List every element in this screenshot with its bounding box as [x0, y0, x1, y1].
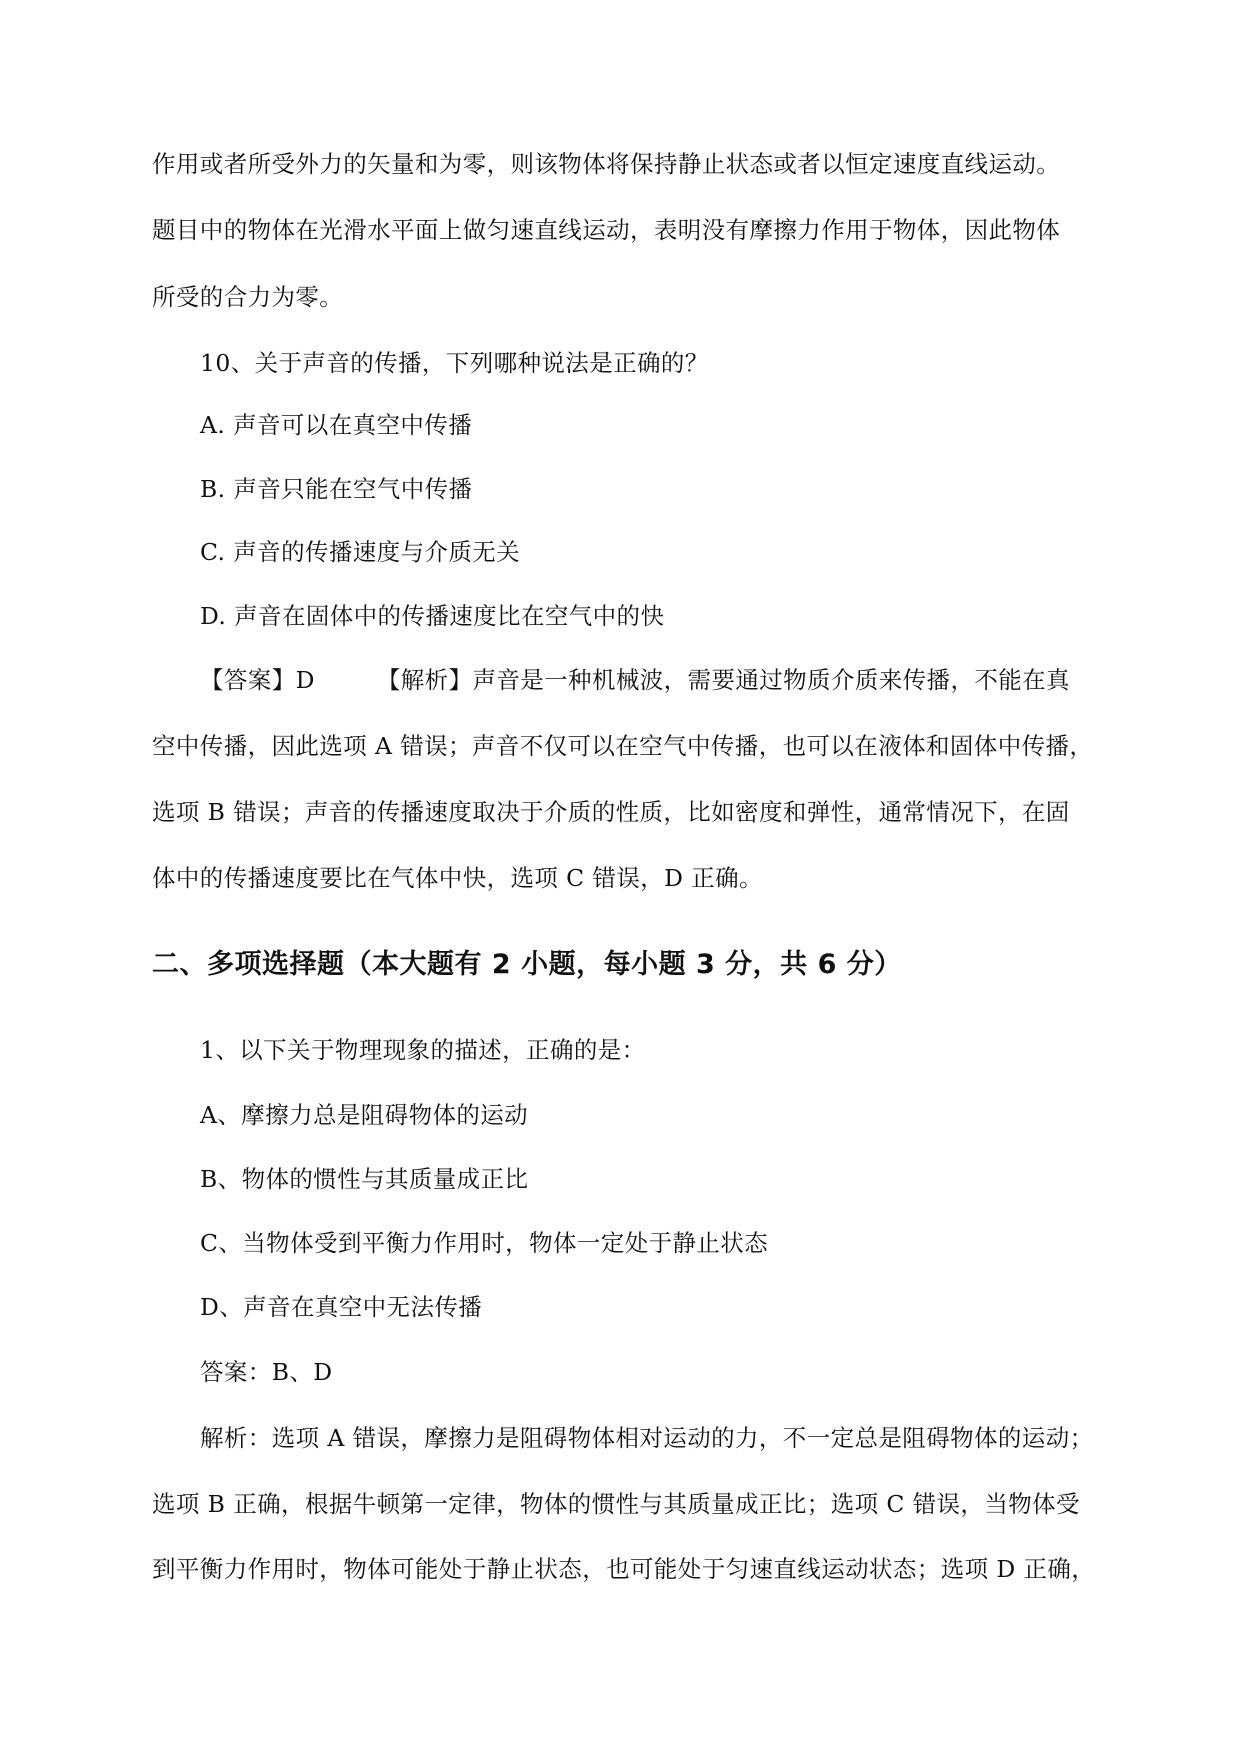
mq1-analysis-line: 到平衡力作用时，物体可能处于静止状态，也可能处于匀速直线运动状态；选项 D 正确， — [152, 1555, 1096, 1583]
mq1-option-d: D、声音在真空中无法传播 — [200, 1293, 483, 1321]
mq1-option-c: C、当物体受到平衡力作用时，物体一定处于静止状态 — [200, 1229, 769, 1257]
q10-analysis-line: 空中传播，因此选项 A 错误；声音不仅可以在空气中传播，也可以在液体和固体中传播， — [152, 732, 1094, 760]
q10-option-a: A. 声音可以在真空中传播 — [200, 411, 473, 439]
mq1-analysis-line: 选项 B 正确，根据牛顿第一定律，物体的惯性与其质量成正比；选项 C 错误，当物体受 — [152, 1490, 1080, 1518]
q10-analysis-start: 【解析】声音是一种机械波，需要通过物质介质来传播，不能在真 — [376, 666, 1070, 694]
mq1-analysis-line: 解析：选项 A 错误，摩擦力是阻碍物体相对运动的力，不一定总是阻碍物体的运动； — [200, 1424, 1094, 1452]
multi-question-1-text: 1、以下关于物理现象的描述，正确的是： — [200, 1036, 646, 1064]
question-10-text: 10、关于声音的传播，下列哪种说法是正确的？ — [200, 349, 709, 377]
q10-answer: 【答案】D — [200, 666, 315, 694]
section-heading: 二、多项选择题（本大题有 2 小题，每小题 3 分，共 6 分） — [152, 949, 902, 980]
mq1-answer: 答案：B、D — [200, 1358, 333, 1386]
mq1-option-a: A、摩擦力总是阻碍物体的运动 — [200, 1101, 529, 1129]
q10-option-c: C. 声音的传播速度与介质无关 — [200, 538, 521, 566]
q10-analysis-line: 选项 B 错误；声音的传播速度取决于介质的性质，比如密度和弹性，通常情况下，在固 — [152, 798, 1070, 826]
q10-answer-line — [200, 665, 1070, 695]
q10-analysis-line: 体中的传播速度要比在气体中快，选项 C 错误，D 正确。 — [152, 864, 763, 892]
paragraph-line: 题目中的物体在光滑水平面上做匀速直线运动，表明没有摩擦力作用于物体，因此物体 — [152, 216, 1061, 244]
paragraph-line: 作用或者所受外力的矢量和为零，则该物体将保持静止状态或者以恒定速度直线运动。 — [152, 150, 1061, 178]
mq1-option-b: B、物体的惯性与其质量成正比 — [200, 1165, 529, 1193]
q10-option-b: B. 声音只能在空气中传播 — [200, 475, 473, 503]
paragraph-line: 所受的合力为零。 — [152, 283, 344, 311]
q10-option-d: D. 声音在固体中的传播速度比在空气中的快 — [200, 602, 665, 630]
